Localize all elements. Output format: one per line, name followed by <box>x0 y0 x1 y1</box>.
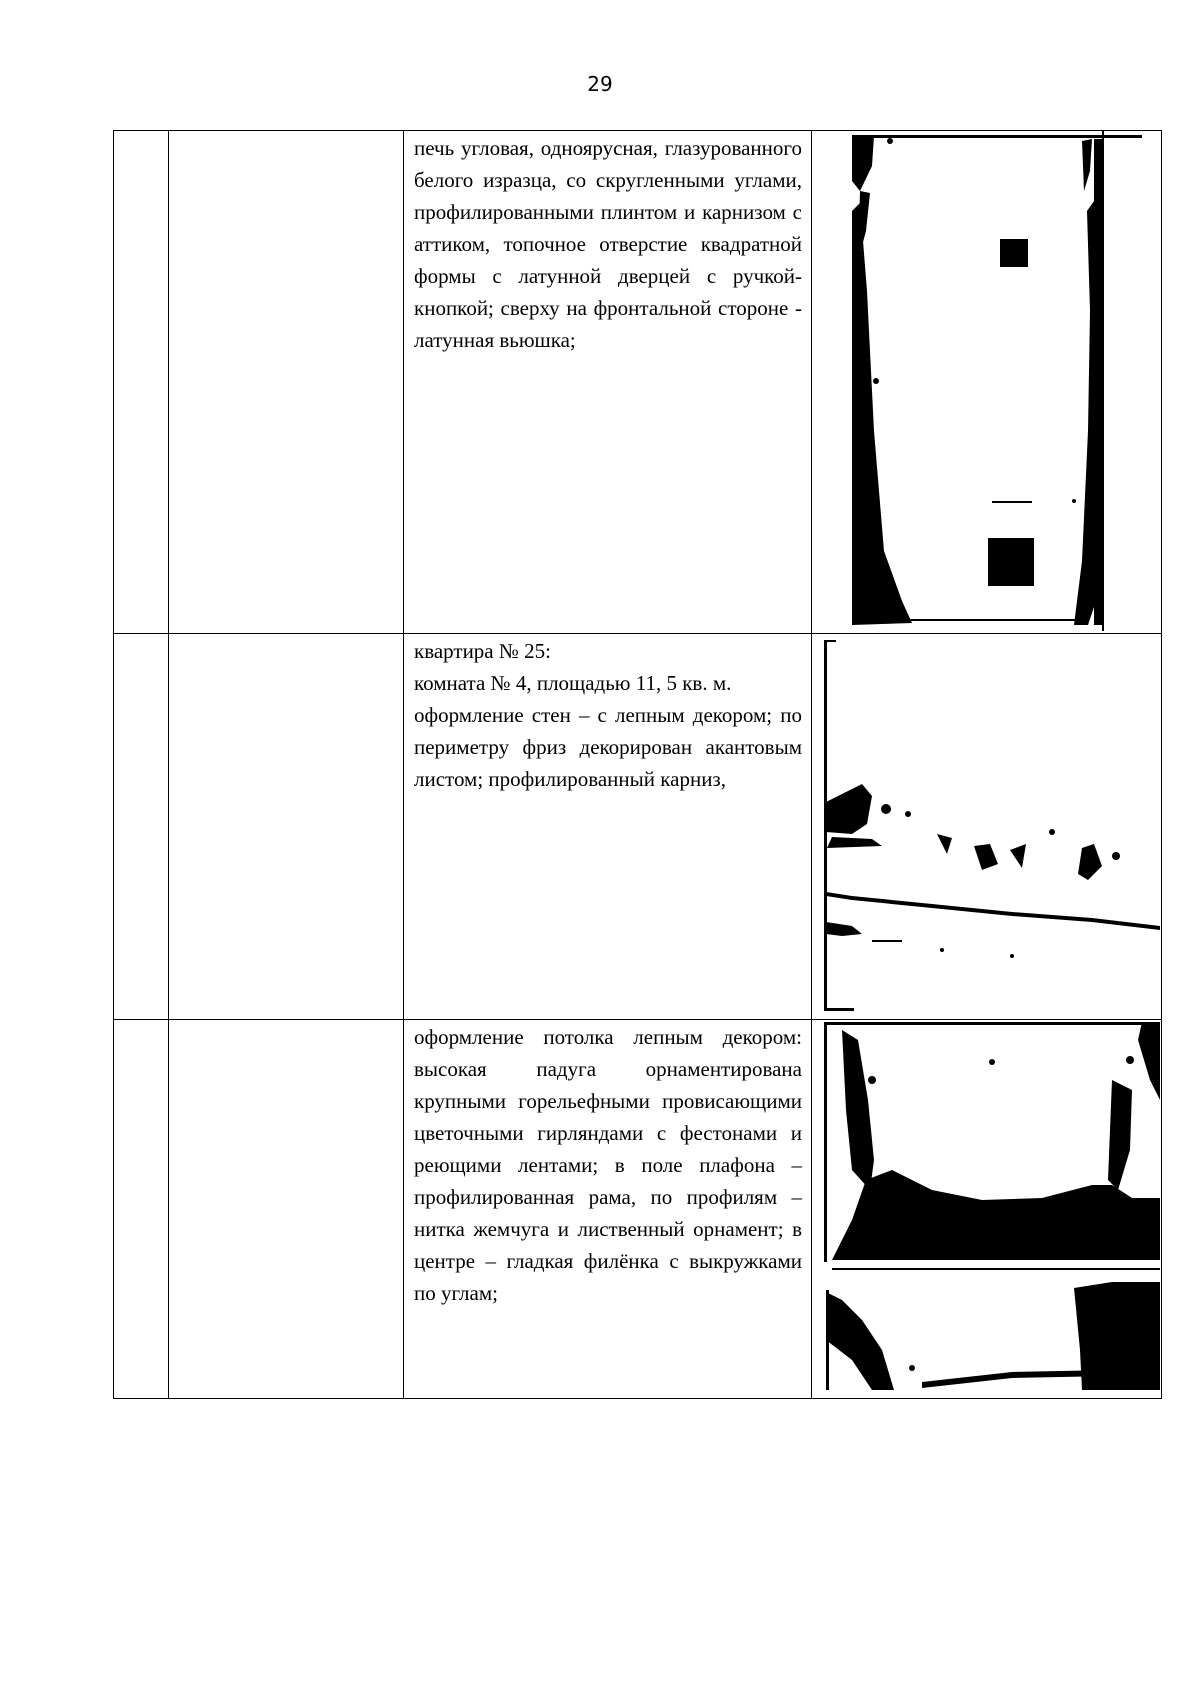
description-text: оформление стен – с лепным декором; по периметру фриз декорирован акантовым листом; профилированный карниз, <box>414 703 802 791</box>
photo-cell <box>812 634 1162 1020</box>
description-text: оформление потолка лепным декором: высокая падуга орнаментирована крупными горельефными провисающими цветочными гирляндами с фестонами и реющими лентами; в поле плафона – профилированная рама, по профилям – нитка жемчуга и лиственный орнамент; в центре – гладкая филёнка с выкружками по углам; <box>414 1025 802 1305</box>
page-number: 29 <box>587 72 613 96</box>
description-cell <box>404 131 812 634</box>
stove-photo <box>812 131 1160 631</box>
apartment-heading: квартира № 25: <box>414 639 551 663</box>
number-cell <box>114 131 169 634</box>
description-cell <box>404 1020 812 1399</box>
table-row <box>114 1020 1162 1399</box>
ceiling-photo <box>812 1020 1160 1396</box>
number-cell <box>114 634 169 1020</box>
number-cell <box>114 1020 169 1399</box>
description-text: печь угловая, одноярусная, глазурованного белого изразца, со скругленными углами, профилированными плинтом и карнизом с аттиком, топочное отверстие квадратной формы с латунной дверцей с ручкой-кнопкой; сверху на фронтальной стороне - латунная вьюшка; <box>414 136 802 352</box>
room-heading: комната № 4, площадью 11, 5 кв. м. <box>414 671 732 695</box>
table-row <box>114 634 1162 1020</box>
photo-cell <box>812 1020 1162 1399</box>
name-cell <box>169 634 404 1020</box>
table-row <box>114 131 1162 634</box>
frieze-photo <box>812 634 1160 1017</box>
description-cell <box>404 634 812 1020</box>
photo-cell <box>812 131 1162 634</box>
name-cell <box>169 131 404 634</box>
name-cell <box>169 1020 404 1399</box>
monument-description-table <box>113 130 1162 1399</box>
